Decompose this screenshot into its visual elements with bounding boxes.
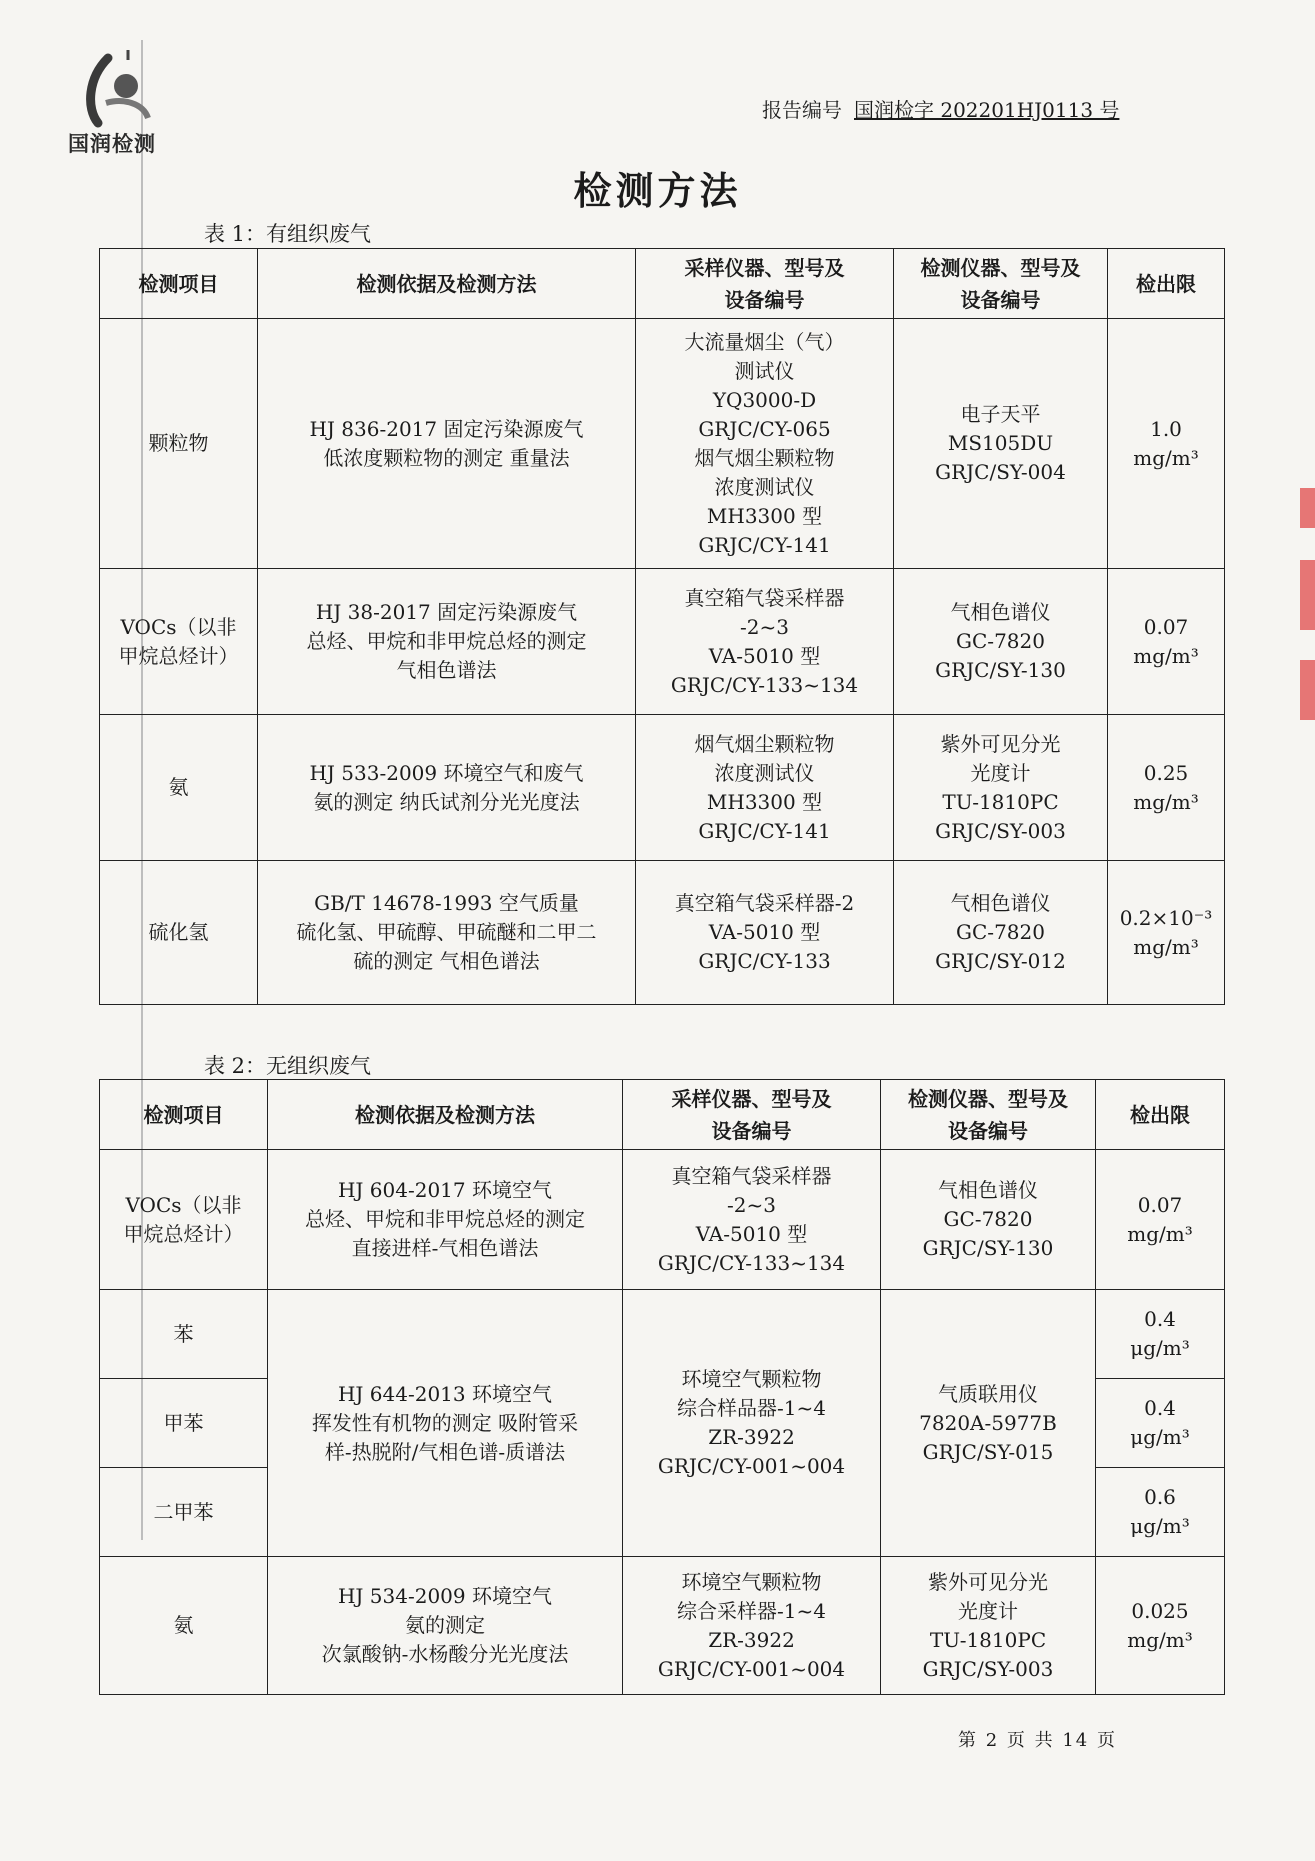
company-name: 国润检测 bbox=[68, 132, 156, 156]
cell-instrument: 紫外可见分光 光度计 TU-1810PC GRJC/SY-003 bbox=[881, 1557, 1096, 1695]
seal-edge-mark bbox=[1300, 488, 1315, 528]
cell-sampler: 真空箱气袋采样器 -2~3 VA-5010 型 GRJC/CY-133~134 bbox=[623, 1150, 881, 1290]
page-title: 检测方法 bbox=[573, 169, 742, 213]
cell-item: 氨 bbox=[100, 1557, 268, 1695]
cell-sampler: 真空箱气袋采样器-2 VA-5010 型 GRJC/CY-133 bbox=[636, 861, 894, 1005]
header-item: 检测项目 bbox=[100, 249, 258, 319]
cell-limit: 0.4 μg/m³ bbox=[1096, 1290, 1225, 1379]
table-row bbox=[100, 1150, 1225, 1290]
page-number: 第 2 页 共 14 页 bbox=[958, 1730, 1117, 1751]
header-limit: 检出限 bbox=[1096, 1080, 1225, 1150]
table-fugitive-emissions bbox=[99, 1079, 1225, 1695]
cell-method: HJ 534-2009 环境空气 氨的测定 次氯酸钠-水杨酸分光光度法 bbox=[268, 1557, 623, 1695]
cell-limit: 0.2×10⁻³ mg/m³ bbox=[1108, 861, 1225, 1005]
cell-item: 颗粒物 bbox=[100, 319, 258, 569]
cell-instrument: 气相色谱仪 GC-7820 GRJC/SY-130 bbox=[881, 1150, 1096, 1290]
report-number-label: 报告编号 bbox=[762, 98, 842, 122]
cell-instrument: 气质联用仪 7820A-5977B GRJC/SY-015 bbox=[881, 1290, 1096, 1557]
cell-limit: 0.025 mg/m³ bbox=[1096, 1557, 1225, 1695]
cell-limit: 0.4 μg/m³ bbox=[1096, 1379, 1225, 1468]
cell-item: 二甲苯 bbox=[100, 1468, 268, 1557]
cell-item: 甲苯 bbox=[100, 1379, 268, 1468]
table-header-row bbox=[100, 1080, 1225, 1150]
header-instrument: 检测仪器、型号及 设备编号 bbox=[894, 249, 1108, 319]
cell-limit: 0.07 mg/m³ bbox=[1096, 1150, 1225, 1290]
table-row bbox=[100, 715, 1225, 861]
cell-method: HJ 836-2017 固定污染源废气 低浓度颗粒物的测定 重量法 bbox=[258, 319, 636, 569]
header-method: 检测依据及检测方法 bbox=[258, 249, 636, 319]
table2-caption: 表 2：无组织废气 bbox=[204, 1054, 372, 1078]
seal-edge-mark bbox=[1300, 560, 1315, 630]
header-instrument: 检测仪器、型号及 设备编号 bbox=[881, 1080, 1096, 1150]
cell-method: HJ 604-2017 环境空气 总烃、甲烷和非甲烷总烃的测定 直接进样-气相色谱法 bbox=[268, 1150, 623, 1290]
cell-limit: 0.07 mg/m³ bbox=[1108, 569, 1225, 715]
header-sampler: 采样仪器、型号及 设备编号 bbox=[636, 249, 894, 319]
cell-method: HJ 644-2013 环境空气 挥发性有机物的测定 吸附管采 样-热脱附/气相色谱-质谱法 bbox=[268, 1290, 623, 1557]
table-organized-emissions bbox=[99, 248, 1225, 1005]
cell-item: 苯 bbox=[100, 1290, 268, 1379]
table-row bbox=[100, 1290, 1225, 1379]
header-limit: 检出限 bbox=[1108, 249, 1225, 319]
cell-sampler: 真空箱气袋采样器 -2~3 VA-5010 型 GRJC/CY-133~134 bbox=[636, 569, 894, 715]
table-header-row bbox=[100, 249, 1225, 319]
header-sampler: 采样仪器、型号及 设备编号 bbox=[623, 1080, 881, 1150]
cell-instrument: 气相色谱仪 GC-7820 GRJC/SY-130 bbox=[894, 569, 1108, 715]
cell-instrument: 气相色谱仪 GC-7820 GRJC/SY-012 bbox=[894, 861, 1108, 1005]
table-row bbox=[100, 861, 1225, 1005]
cell-item: VOCs（以非 甲烷总烃计） bbox=[100, 569, 258, 715]
seal-edge-mark bbox=[1300, 660, 1315, 720]
cell-instrument: 电子天平 MS105DU GRJC/SY-004 bbox=[894, 319, 1108, 569]
table-row bbox=[100, 1557, 1225, 1695]
cell-item: VOCs（以非 甲烷总烃计） bbox=[100, 1150, 268, 1290]
report-number bbox=[762, 94, 1119, 123]
cell-method: HJ 533-2009 环境空气和废气 氨的测定 纳氏试剂分光光度法 bbox=[258, 715, 636, 861]
cell-limit: 0.25 mg/m³ bbox=[1108, 715, 1225, 861]
cell-sampler: 环境空气颗粒物 综合采样器-1~4 ZR-3922 GRJC/CY-001~004 bbox=[623, 1557, 881, 1695]
cell-sampler: 环境空气颗粒物 综合样品器-1~4 ZR-3922 GRJC/CY-001~004 bbox=[623, 1290, 881, 1557]
cell-limit: 0.6 μg/m³ bbox=[1096, 1468, 1225, 1557]
cell-method: GB/T 14678-1993 空气质量 硫化氢、甲硫醇、甲硫醚和二甲二 硫的测定 气相色谱法 bbox=[258, 861, 636, 1005]
table-row bbox=[100, 569, 1225, 715]
table1-caption: 表 1：有组织废气 bbox=[204, 222, 372, 246]
cell-sampler: 烟气烟尘颗粒物 浓度测试仪 MH3300 型 GRJC/CY-141 bbox=[636, 715, 894, 861]
cell-instrument: 紫外可见分光 光度计 TU-1810PC GRJC/SY-003 bbox=[894, 715, 1108, 861]
cell-item: 氨 bbox=[100, 715, 258, 861]
cell-sampler: 大流量烟尘（气） 测试仪 YQ3000-D GRJC/CY-065 烟气烟尘颗粒物 浓度测试仪 MH3300 型 GRJC/CY-141 bbox=[636, 319, 894, 569]
header-method: 检测依据及检测方法 bbox=[268, 1080, 623, 1150]
cell-item: 硫化氢 bbox=[100, 861, 258, 1005]
header-item: 检测项目 bbox=[100, 1080, 268, 1150]
cell-limit: 1.0 mg/m³ bbox=[1108, 319, 1225, 569]
cell-method: HJ 38-2017 固定污染源废气 总烃、甲烷和非甲烷总烃的测定 气相色谱法 bbox=[258, 569, 636, 715]
report-number-value: 国润检字 202201HJ0113 号 bbox=[854, 98, 1120, 122]
table-row bbox=[100, 319, 1225, 569]
